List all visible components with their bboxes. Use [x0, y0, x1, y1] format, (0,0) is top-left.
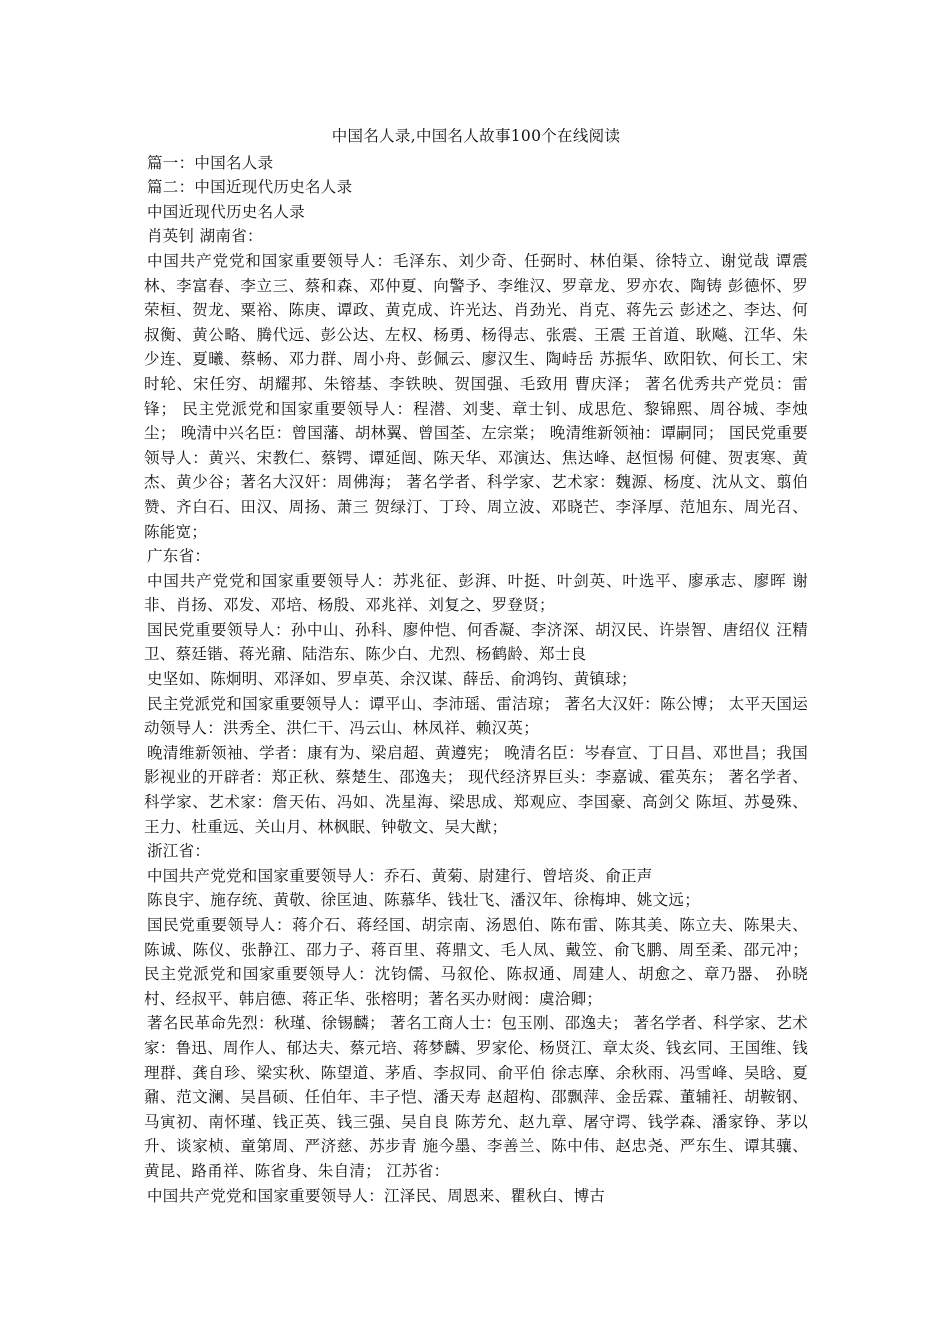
document-body [144, 124, 808, 1208]
paragraph: 中国近现代历史名人录 [147, 202, 306, 221]
paragraph: 晚清维新领袖、学者：康有为、梁启超、黄遵宪； 晚清名臣：岑春宣、丁日昌、邓世昌；我国影视业的开辟者：郑正秋、蔡楚生、邵逸夫； 现代经济界巨头：李嘉诚、霍英东； 著名学者、科学家、艺术家：詹天佑、冯如、冼星海、梁思成、郑观应、李国豪、高剑父 陈垣、苏曼殊、王力、杜重远、关山月、林枫眠、钟敬文、吴大猷； [144, 743, 808, 836]
paragraph: 民主党派党和国家重要领导人：谭平山、李沛瑶、雷洁琼； 著名大汉奸：陈公博； 太平天国运动领导人：洪秀全、洪仁干、冯云山、林凤祥、赖汉英； [144, 694, 808, 738]
paragraph-list [144, 151, 808, 1209]
paragraph: 中国共产党党和国家重要领导人：江泽民、周恩来、瞿秋白、博古 [147, 1186, 606, 1205]
paragraph: 中国共产党党和国家重要领导人：毛泽东、刘少奇、任弼时、林伯渠、徐特立、谢觉哉 谭震林、李富春、李立三、蔡和森、邓仲夏、向警予、李维汉、罗章龙、罗亦农、陶铸 彭德怀、罗荣桓、贺龙、粟裕、陈庚、谭政、黄克成、许光达、肖劲光、肖克、蒋先云 彭述之、李达、何叔衡、黄公略、腾代远、彭公达、左权、杨勇、杨得志、张震、王震 王首道、耿飚、江华、朱少连、夏曦、蔡畅、邓力群、周小舟、彭佩云、廖汉生、陶峙岳 苏振华、欧阳钦、何长工、宋时轮、宋任穷、胡耀邦、朱镕基、李铁映、贺国强、毛致用 曹庆泽； 著名优秀共产党员：雷锋； 民主党派党和国家重要领导人：程潜、刘斐、章士钊、成思危、黎锦熙、周谷城、李烛尘； 晚清中兴名臣：曾国藩、胡林翼、曾国荃、左宗棠； 晚清维新领袖：谭嗣同； 国民党重要领导人：黄兴、宋教仁、蔡锷、谭延闿、陈天华、邓演达、焦达峰、赵恒惕 何健、贺衷寒、黄杰、黄少谷；著名大汉奸：周佛海； 著名学者、科学家、艺术家：魏源、杨度、沈从文、翦伯赞、齐白石、田汉、周扬、萧三 贺绿汀、丁玲、周立波、邓晓芒、李泽厚、范旭东、周光召、陈能宽； [144, 251, 808, 541]
paragraph: 肖英钊 湖南省： [147, 227, 263, 246]
paragraph: 国民党重要领导人：孙中山、孙科、廖仲恺、何香凝、李济深、胡汉民、许崇智、唐绍仪 汪精卫、蔡廷锴、蒋光鼐、陆浩东、陈少白、尤烈、杨鹤龄、郑士良 [144, 620, 808, 664]
document-title: 中国名人录,中国名人故事100个在线阅读 [331, 127, 621, 145]
paragraph: 中国共产党党和国家重要领导人：乔石、黄菊、尉建行、曾培炎、俞正声 [147, 866, 653, 885]
paragraph: 篇二：中国近现代历史名人录 [147, 178, 353, 197]
paragraph: 篇一：中国名人录 [147, 153, 274, 172]
paragraph: 浙江省： [147, 842, 211, 861]
paragraph: 广东省： [147, 547, 211, 566]
paragraph: 国民党重要领导人：蒋介石、蒋经国、胡宗南、汤恩伯、陈布雷、陈其美、陈立夫、陈果夫、陈诚、陈仪、张静江、邵力子、蒋百里、蒋鼎文、毛人凤、戴笠、俞飞鹏、周至柔、邵元冲； 民主党派党和国家重要领导人：沈钧儒、马叙伦、陈叔通、周建人、胡愈之、章乃器、 孙晓村、经叔平、韩启德、蒋正华、张榕明；著名买办财阀：虞洽卿； [144, 916, 808, 1008]
paragraph: 史坚如、陈炯明、邓泽如、罗卓英、余汉谋、薛岳、俞鸿钧、黄镇球； [147, 670, 637, 689]
paragraph: 著名民革命先烈：秋瑾、徐锡麟； 著名工商人士：包玉刚、邵逸夫； 著名学者、科学家、艺术家：鲁迅、周作人、郁达夫、蔡元培、蒋梦麟、罗家伦、杨贤江、章太炎、钱玄同、王国维、钱理群、龚自珍、梁实秋、陈望道、茅盾、李叔同、俞平伯 徐志摩、余秋雨、冯雪峰、吴晗、夏鼐、范文澜、吴昌硕、任伯年、丰子恺、潘天寿 赵超构、邵飘萍、金岳霖、董辅衽、胡鞍钢、马寅初、南怀瑾、钱正英、钱三强、吴自良 陈芳允、赵九章、屠守谔、钱学森、潘家铮、茅以升、谈家桢、童第周、严济慈、苏步青 施今墨、李善兰、陈中伟、赵忠尧、严东生、谭其骧、黄昆、路甬祥、陈省身、朱自清； 江苏省： [144, 1014, 808, 1180]
paragraph: 陈良宇、施存统、黄敬、徐匡迪、陈慕华、钱壮飞、潘汉年、徐梅坤、姚文远； [147, 891, 701, 910]
paragraph: 中国共产党党和国家重要领导人：苏兆征、彭湃、叶挺、叶剑英、叶选平、廖承志、廖晖 谢非、肖扬、邓发、邓培、杨殷、邓兆祥、刘复之、罗登贤； [144, 571, 808, 615]
